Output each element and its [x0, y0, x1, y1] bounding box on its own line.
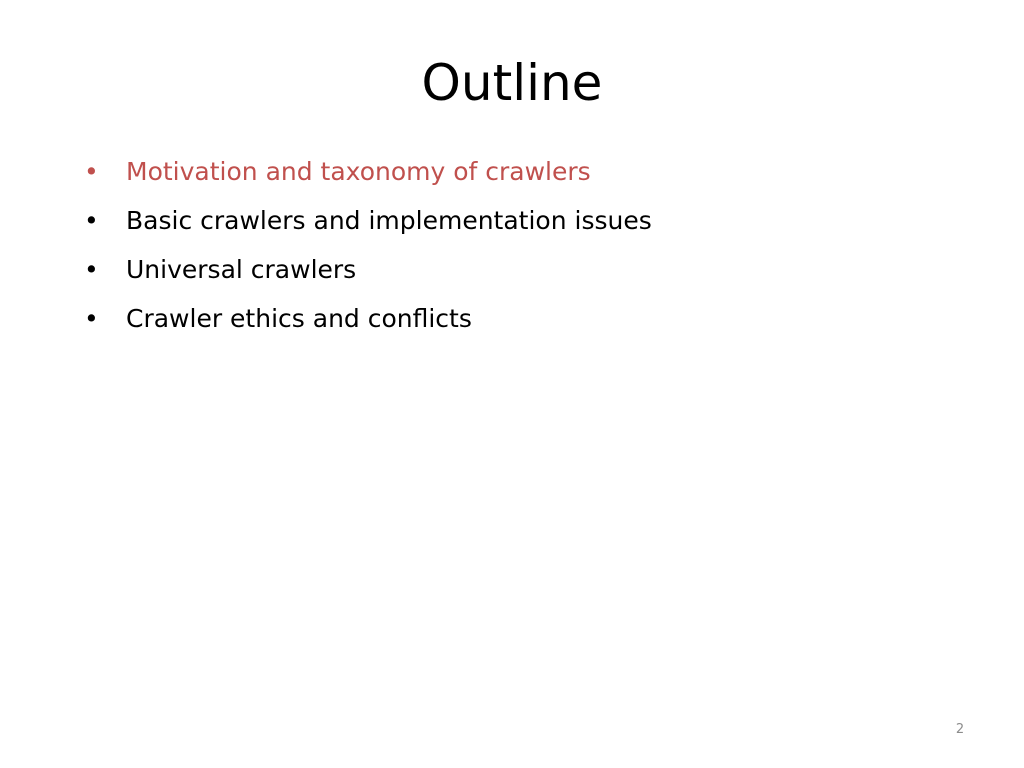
slide-number: 2 [955, 722, 965, 737]
outline-item-label: Universal crawlers [126, 255, 357, 284]
outline-item-label: Crawler ethics and conflicts [126, 304, 472, 333]
bullet-icon: • [84, 304, 99, 333]
bullet-icon: • [84, 206, 99, 235]
bullet-icon: • [84, 157, 99, 186]
outline-item-motivation [84, 150, 652, 199]
bullet-icon: • [84, 255, 99, 284]
slide-title: Outline [421, 54, 603, 112]
outline-item-ethics [84, 297, 652, 346]
outline-item-label: Basic crawlers and implementation issues [126, 206, 652, 235]
outline-item-basic-crawlers [84, 199, 652, 248]
outline-item-universal-crawlers [84, 248, 652, 297]
outline-item-label: Motivation and taxonomy of crawlers [126, 157, 591, 186]
outline-list [84, 150, 652, 346]
